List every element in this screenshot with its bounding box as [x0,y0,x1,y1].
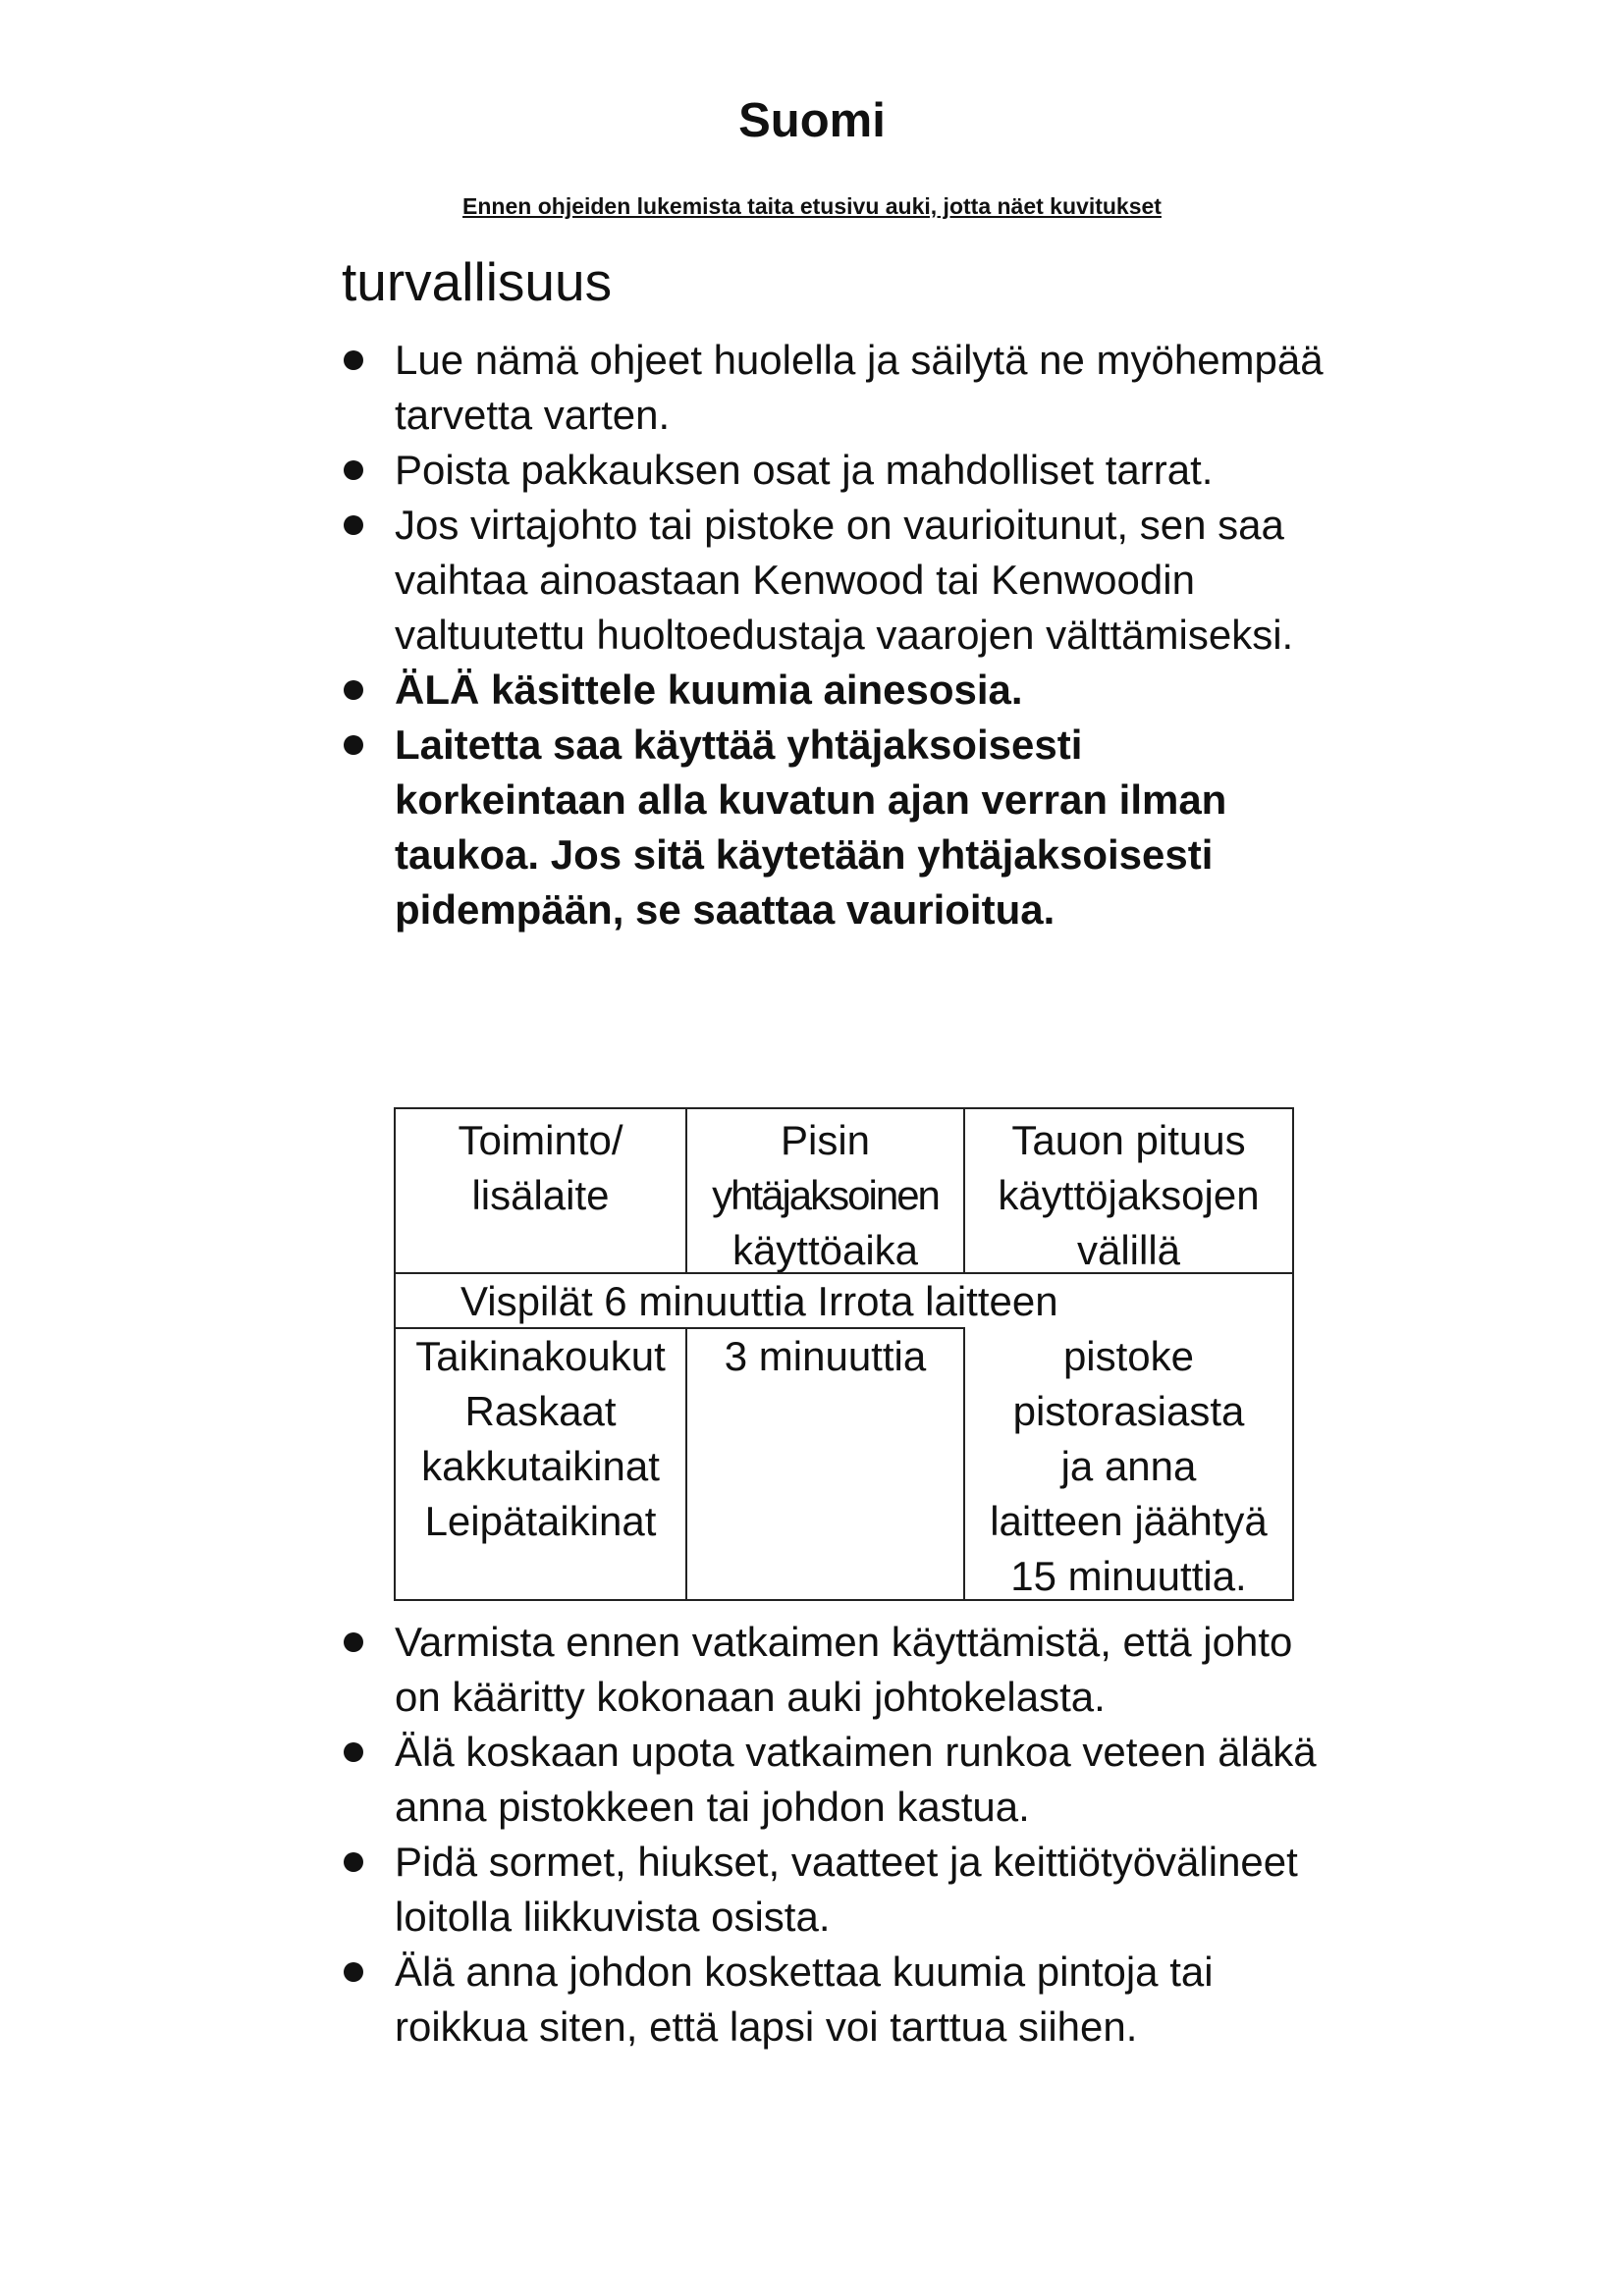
bullet-icon [344,1742,363,1762]
list-item [342,443,1324,498]
section-heading: turvallisuus [342,251,613,312]
table-cell-pause-instructions [965,1329,1292,1604]
bullet-icon [344,680,363,700]
cell-line: Raskaat [464,1388,617,1434]
cell-line: kakkutaikinat [421,1443,660,1489]
list-item [342,718,1324,937]
header-line: käyttöaika [731,1227,919,1273]
list-item [342,663,1324,718]
bullet-icon [344,515,363,535]
header-line: välillä [1076,1227,1181,1273]
header-line: yhtäjaksoinen [712,1172,939,1218]
page-subtitle: Ennen ohjeiden lukemista taita etusivu auki, jotta näet kuvitukset [462,193,1162,219]
bullet-icon [344,1962,363,1982]
list-item [342,498,1324,663]
list-item-text: Laitetta saa käyttää yhtäjaksoisesti korkeintaan alla kuvatun ajan verran ilman taukoa. Jos sitä käytetään yhtäjaksoisesti pidempään, se saattaa vaurioitua. [395,721,1227,933]
header-line: Toiminto/ [458,1117,623,1163]
safety-list-top [342,333,1324,937]
list-item [342,333,1324,443]
cell-line: pistorasiasta [1012,1388,1245,1434]
list-item-text: Varmista ennen vatkaimen käyttämistä, että johto on kääritty kokonaan auki johtokelasta. [395,1619,1293,1720]
cell-line: pistoke [1062,1333,1195,1379]
bullet-icon [344,1852,363,1872]
bullet-icon [344,735,363,755]
list-item-text: Pidä sormet, hiukset, vaatteet ja keittiötyövälineet loitolla liikkuvista osista. [395,1839,1298,1940]
list-item [342,1945,1324,2055]
bullet-icon [344,350,363,370]
header-line: Pisin [780,1117,871,1163]
list-item-text: Poista pakkauksen osat ja mahdolliset tarrat. [395,447,1214,493]
table-cell-dough-time [687,1329,963,1384]
header-line: käyttöjaksojen [998,1172,1260,1218]
cell-line: Leipätaikinat [424,1498,657,1544]
safety-list-bottom [342,1615,1324,2055]
table-header-pause [965,1113,1292,1278]
usage-table [394,1107,1294,1601]
list-item-text: Lue nämä ohjeet huolella ja säilytä ne myöhempää tarvetta varten. [395,337,1324,438]
list-item [342,1725,1324,1835]
table-header-function [396,1113,685,1223]
cell-line: Taikinakoukut [415,1333,666,1379]
table-cell: minuuttia Irrota [638,1278,914,1324]
table-cell: laitteen [925,1278,1058,1324]
table-cell: Vispilät 6 [460,1278,627,1324]
list-item [342,1615,1324,1725]
cell-line: 3 minuuttia [724,1333,927,1379]
list-item-text: Älä koskaan upota vatkaimen runkoa veteen äläkä anna pistokkeen tai johdon kastua. [395,1729,1317,1830]
bullet-icon [344,460,363,480]
cell-line: ja anna [1060,1443,1197,1489]
list-item-text: Jos virtajohto tai pistoke on vaurioitunut, sen saa vaihtaa ainoastaan Kenwood tai Kenwoodin valtuutettu huoltoedustaja vaarojen välttämiseksi. [395,502,1294,658]
header-line: Tauon pituus [1011,1117,1246,1163]
list-item-text: ÄLÄ käsittele kuumia ainesosia. [395,667,1023,713]
list-item [342,1835,1324,1945]
cell-line: laitteen jäähtyä [990,1498,1268,1544]
table-cell-dough-hooks [396,1329,685,1549]
header-line: lisälaite [471,1172,610,1218]
bullet-icon [344,1632,363,1652]
table-header-max-time [687,1113,963,1278]
list-item-text: Älä anna johdon koskettaa kuumia pintoja tai roikkua siten, että lapsi voi tarttua siihen. [395,1949,1214,2050]
page-title: Suomi [738,94,886,147]
cell-line: 15 minuuttia. [1010,1553,1247,1599]
table-row-whisks [460,1274,1058,1329]
